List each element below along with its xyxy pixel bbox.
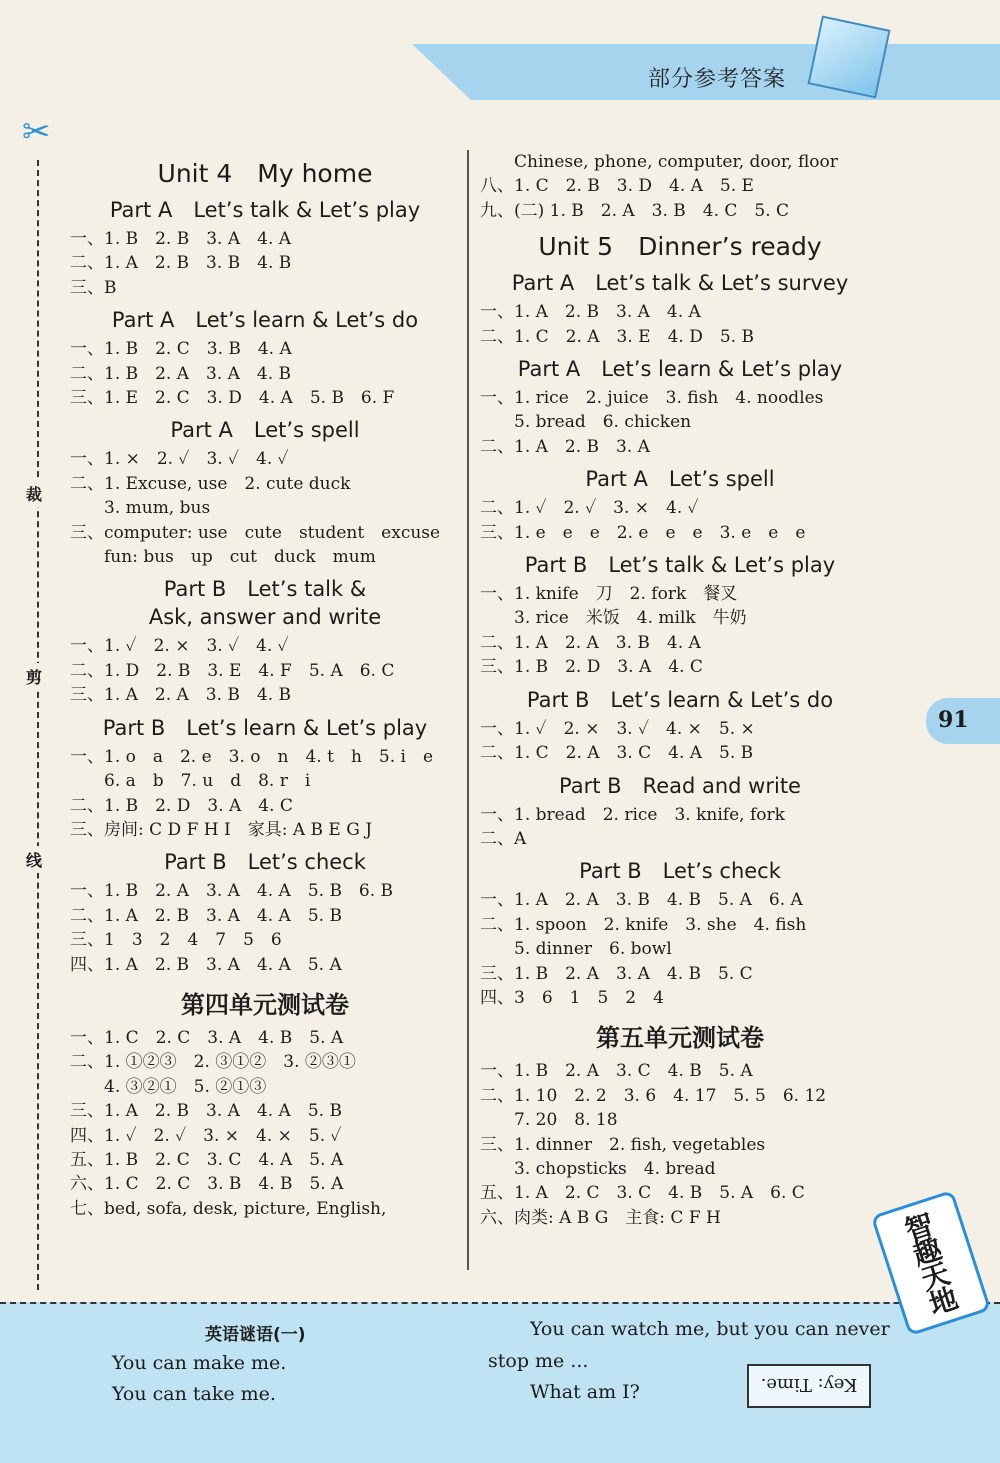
answer-line: 八、1. C 2. B 3. D 4. A 5. E [480,176,754,197]
answer-line: 四、1. ✓ 2. ✓ 3. × 4. × 5. ✓ [70,1125,342,1146]
answer-line: 一、1. C 2. C 3. A 4. B 5. A [70,1027,344,1048]
answer-line: 二、1. Excuse, use 2. cute duck [70,473,351,494]
answer-line: 二、1. D 2. B 3. E 4. F 5. A 6. C [70,660,395,681]
answer-line: 3. mum, bus [70,498,211,519]
part-title: Part A Let’s spell [585,467,775,492]
answer-line: 二、1. C 2. A 3. E 4. D 5. B [480,326,754,347]
answer-line: 三、1 3 2 4 7 5 6 [70,930,282,951]
cut-line [37,160,39,1290]
answer-line: 5. bread 6. chicken [480,412,692,433]
answer-line: 六、1. C 2. C 3. B 4. B 5. A [70,1174,344,1195]
answer-line: 一、1. ✓ 2. × 3. ✓ 4. ✓ [70,636,289,657]
riddle-title: 英语谜语(一) [205,1325,306,1345]
answer-key-box [747,1364,871,1408]
answer-line: 一、1. A 2. B 3. A 4. A [480,302,701,323]
answer-line: 二、1. ①②③ 2. ③①② 3. ②③① [70,1052,356,1073]
answer-line: 三、computer: use cute student excuse [70,522,441,543]
part-title: Part B Let’s check [579,859,781,884]
answer-line: 六、肉类: A B G 主食: C F H [480,1207,721,1228]
answer-line: 五、1. A 2. C 3. C 4. B 5. A 6. C [480,1183,805,1204]
answer-line: 二、1. A 2. A 3. B 4. A [480,632,701,653]
answer-line: 一、1. ✓ 2. × 3. ✓ 4. × 5. × [480,718,755,739]
answer-line: 九、(二) 1. B 2. A 3. B 4. C 5. C [480,200,790,221]
cut-char-2: 剪 [26,663,42,690]
cut-char-3: 线 [26,846,42,873]
answer-line: fun: bus up cut duck mum [70,547,376,568]
part-title: Part B Let’s check [164,850,366,875]
answer-line: 二、1. A 2. B 3. A [480,436,650,457]
answer-line: 一、1. B 2. C 3. B 4. A [70,339,292,360]
cut-char-1: 裁 [26,480,42,507]
part-title: Part A Let’s talk & Let’s survey [511,271,849,296]
answer-line: 二、1. ✓ 2. ✓ 3. × 4. ✓ [480,498,699,519]
cube-mascot-icon [807,15,890,98]
answer-line: 一、1. knife 刀 2. fork 餐叉 [480,584,738,605]
answer-line: 三、房间: C D F H I 家具: A B E G J [70,819,373,840]
answer-line: 三、1. E 2. C 3. D 4. A 5. B 6. F [70,388,395,409]
answer-line: 一、1. B 2. B 3. A 4. A [70,229,292,249]
part-title: Part A Let’s learn & Let’s do [111,308,419,333]
answer-line: 一、1. o a 2. e 3. o n 4. t h 5. i e [70,746,434,767]
answer-line: 二、A [480,828,527,849]
answer-line: 一、1. rice 2. juice 3. fish 4. noodles [480,388,824,409]
test-title: 第四单元测试卷 [181,990,349,1019]
riddle-line: stop me ... [488,1350,589,1372]
unit-title: Unit 5 Dinner’s ready [538,232,822,262]
answer-line: 三、1. B 2. D 3. A 4. C [480,657,703,678]
answer-line: 二、1. spoon 2. knife 3. she 4. fish [480,914,807,935]
column-divider [467,150,469,1270]
answer-line: 一、1. × 2. ✓ 3. ✓ 4. ✓ [70,449,289,470]
riddle-line: You can watch me, but you can never [530,1318,890,1340]
answer-line: 3. rice 米饭 4. milk 牛奶 [480,608,747,629]
answer-line: 二、1. C 2. A 3. C 4. A 5. B [480,743,754,764]
unit-title: Unit 4 My home [157,159,373,188]
riddle-line: What am I? [530,1381,640,1403]
answer-line: 4. ③②① 5. ②①③ [70,1076,267,1097]
answer-line: 四、3 6 1 5 2 4 [480,987,664,1008]
riddle-line: You can make me. [112,1352,287,1374]
answer-line: 一、1. B 2. A 3. C 4. B 5. A [480,1061,753,1082]
answer-line: 一、1. B 2. A 3. A 4. A 5. B 6. B [70,881,394,902]
part-title: Part B Let’s learn & Let’s do [526,687,834,712]
answer-line: 一、1. bread 2. rice 3. knife, fork [480,804,785,825]
answer-line: 三、1. A 2. B 3. A 4. A 5. B [70,1101,342,1122]
answer-line: 5. dinner 6. bowl [480,939,672,960]
part-title: Part B Let’s talk & Ask, answer and write [148,577,382,630]
part-title: Part B Let’s learn & Let’s play [102,715,428,740]
part-title: Part B Read and write [559,773,801,798]
answer-line: 三、1. A 2. A 3. B 4. B [70,685,292,706]
riddle-line: You can take me. [112,1383,276,1405]
part-title: Part A Let’s talk & Let’s play [109,198,421,222]
fun-corner-label: 智趣天地 [900,1207,962,1322]
answer-line: 二、1. B 2. D 3. A 4. C [70,795,293,816]
answer-line: 二、1. 10 2. 2 3. 6 4. 17 5. 5 6. 12 [480,1085,827,1106]
left-column [70,150,460,1221]
answer-line: 三、1. dinner 2. fish, vegetables [480,1134,766,1155]
answer-line: Chinese, phone, computer, door, floor [480,152,838,172]
scissors-icon: ✂ [22,112,51,152]
right-column [480,150,880,1230]
answer-line: 五、1. B 2. C 3. C 4. A 5. A [70,1149,344,1170]
answer-line: 6. a b 7. u d 8. r i [70,771,311,792]
answer-line: 三、1. e e e 2. e e e 3. e e e [480,522,806,543]
part-title: Part B Let’s talk & Let’s play [524,553,836,578]
answer-line: 三、1. B 2. A 3. A 4. B 5. C [480,963,753,984]
answer-line: 一、1. A 2. A 3. B 4. B 5. A 6. A [480,890,803,911]
answer-line: 二、1. A 2. B 3. B 4. B [70,253,292,274]
test-title: 第五单元测试卷 [596,1024,764,1053]
part-title: Part A Let’s spell [170,418,360,443]
part-title: Part A Let’s learn & Let’s play [517,357,843,382]
answer-line: 3. chopsticks 4. bread [480,1158,716,1179]
answer-line: 二、1. B 2. A 3. A 4. B [70,363,292,384]
page-number: 91 [938,707,969,733]
answer-line: 四、1. A 2. B 3. A 4. A 5. A [70,954,342,975]
answer-line: 三、B [70,277,117,298]
answer-line: 7. 20 8. 18 [480,1110,618,1131]
header-title: 部分参考答案 [648,67,787,92]
answer-line: 七、bed, sofa, desk, picture, English, [70,1198,387,1219]
answer-line: 二、1. A 2. B 3. A 4. A 5. B [70,905,342,926]
answer-key: Key: Time. [760,1374,858,1395]
